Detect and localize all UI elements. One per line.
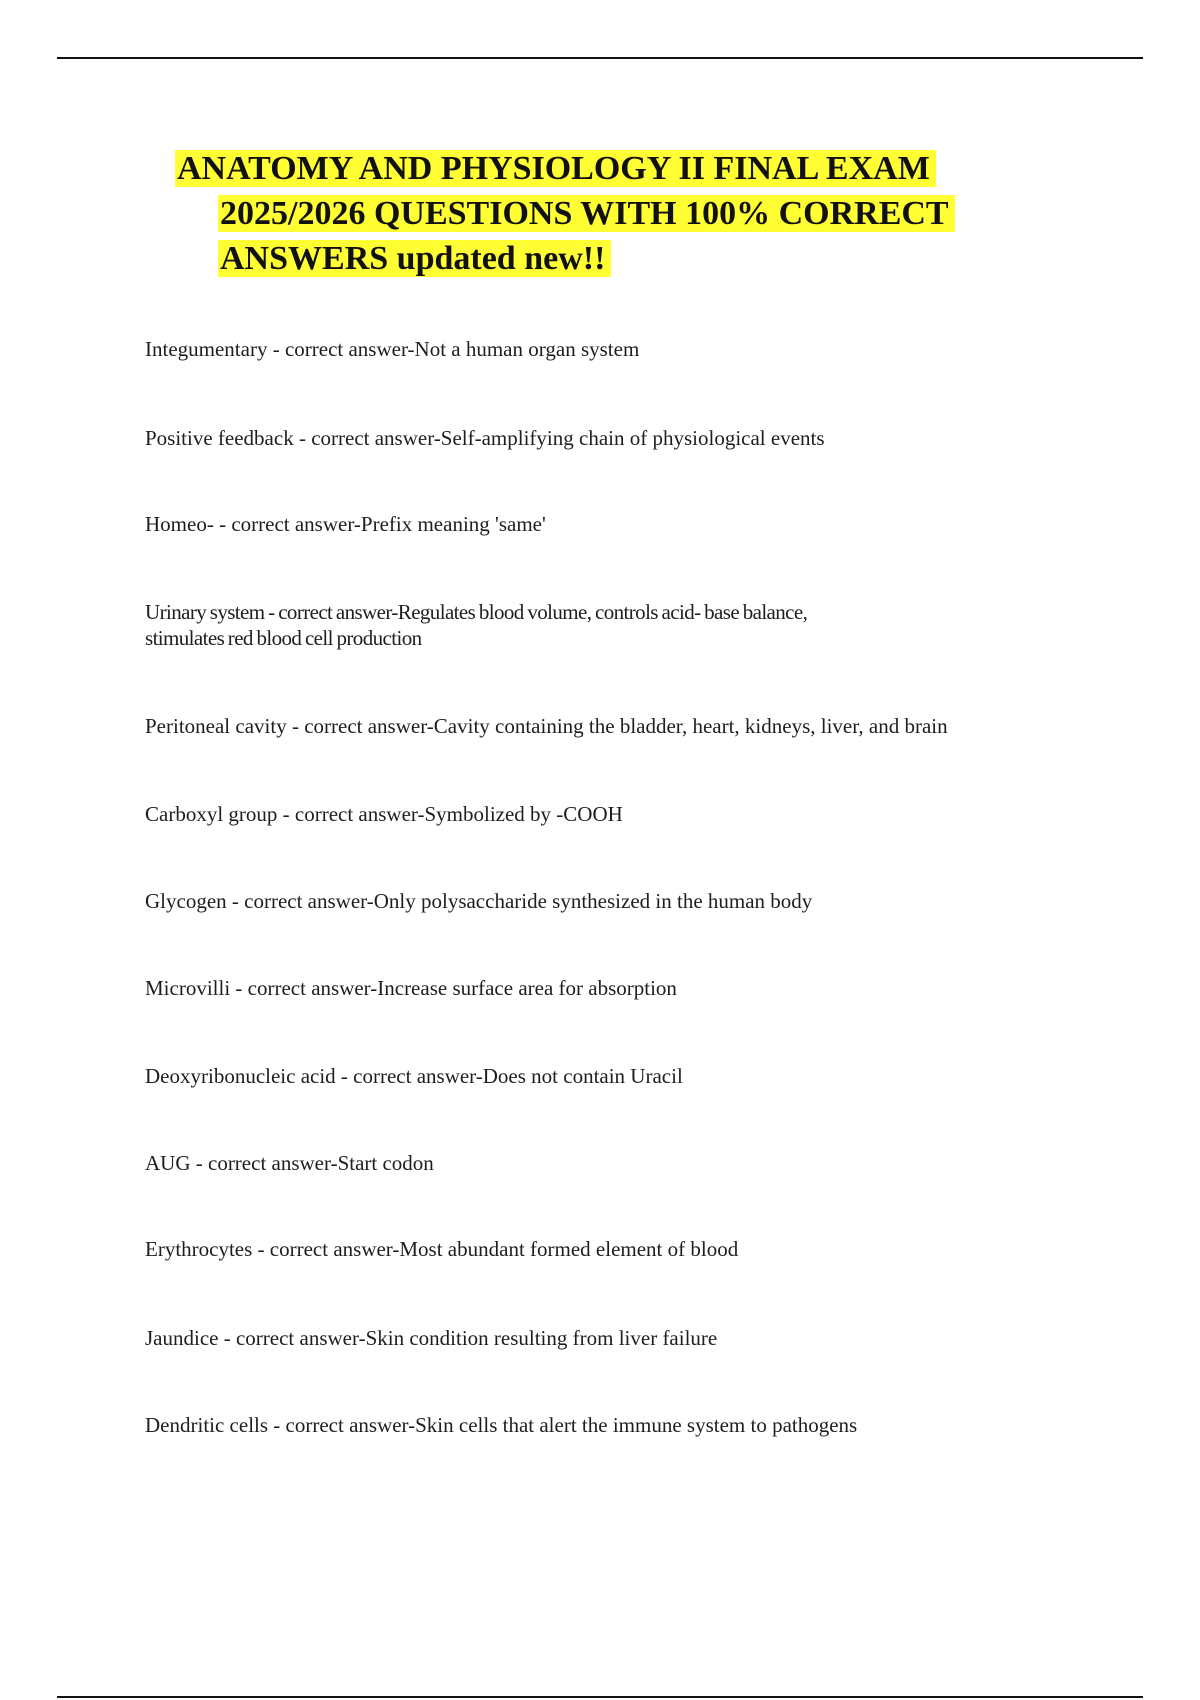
qa-item-erythrocytes: Erythrocytes - correct answer-Most abundant formed element of blood: [145, 1237, 739, 1261]
qa-item-positive-feedback: Positive feedback - correct answer-Self-amplifying chain of physiological events: [145, 426, 825, 450]
qa-item-dendritic-cells: Dendritic cells - correct answer-Skin cells that alert the immune system to pathogens: [145, 1413, 858, 1437]
qa-item-integumentary: Integumentary - correct answer-Not a human organ system: [145, 337, 640, 361]
title-line-1: ANATOMY AND PHYSIOLOGY II FINAL EXAM: [175, 146, 1055, 191]
qa-item-peritoneal-cavity: Peritoneal cavity - correct answer-Cavity containing the bladder, heart, kidneys, liver, and brain: [145, 714, 948, 738]
qa-item-jaundice: Jaundice - correct answer-Skin condition resulting from liver failure: [145, 1326, 718, 1350]
title-line-2: 2025/2026 QUESTIONS WITH 100% CORRECT: [175, 191, 1055, 236]
qa-item-aug: AUG - correct answer-Start codon: [145, 1151, 434, 1175]
bottom-rule: [57, 1696, 1143, 1698]
qa-item-urinary-system: Urinary system - correct answer-Regulates blood volume, controls acid- base balance, stimulates red blood cell production: [145, 600, 808, 650]
qa-item-microvilli: Microvilli - correct answer-Increase surface area for absorption: [145, 976, 677, 1000]
qa-item-deoxyribonucleic-acid: Deoxyribonucleic acid - correct answer-Does not contain Uracil: [145, 1064, 683, 1088]
top-rule: [57, 57, 1143, 59]
qa-item-carboxyl-group: Carboxyl group - correct answer-Symbolized by -COOH: [145, 802, 623, 826]
qa-item-homeo: Homeo- - correct answer-Prefix meaning 'same': [145, 512, 546, 536]
title-line-3: ANSWERS updated new!!: [175, 236, 1055, 281]
qa-item-glycogen: Glycogen - correct answer-Only polysaccharide synthesized in the human body: [145, 889, 813, 913]
document-title: [175, 146, 1055, 281]
